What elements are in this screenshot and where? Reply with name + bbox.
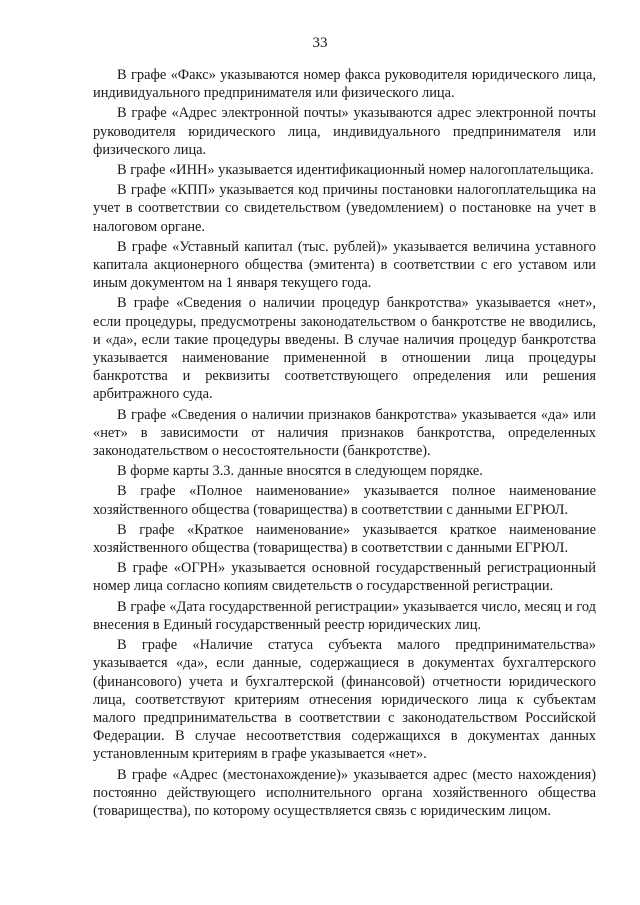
paragraph-ogrn: В графе «ОГРН» указывается основной государственный регистрационный номер лица согласно копиям свидетельств о государственной регистрации.: [93, 560, 596, 595]
paragraph-inn: В графе «ИНН» указывается идентификационный номер налогоплательщика.: [117, 162, 594, 179]
paragraph-full-name: В графе «Полное наименование» указывается полное наименование хозяйственного общества (товарищества) в соответствии с данными ЕГРЮЛ.: [93, 483, 596, 518]
paragraph-registration-date: В графе «Дата государственной регистрации» указывается число, месяц и год внесения в Единый государственный реестр юридических лиц.: [93, 598, 596, 633]
paragraph-email: В графе «Адрес электронной почты» указываются адрес электронной почты руководителя юридического лица, индивидуального предпринимателя или физического лица.: [93, 105, 596, 158]
paragraph-address: В графе «Адрес (местонахождение)» указывается адрес (место нахождения) постоянно действующего исполнительного органа хозяйственного общества (товарищества), по которому осуществляется связь с юридическим лицом.: [93, 766, 596, 819]
paragraph-bankruptcy-procedures: В графе «Сведения о наличии процедур банкротства» указывается «нет», если процедуры, предусмотрены законодательством о банкротстве не вводились, и «да», если такие процедуры введены. В случае наличия процедур банкротства указывается наименование примененной в отношении лица процедуры банкротства и реквизиты соответствующего определения или решения арбитражного суда.: [93, 295, 596, 403]
paragraph-kpp: В графе «КПП» указывается код причины постановки налогоплательщика на учет в соответствии со свидетельством (уведомлением) о постановке на учет в налоговом органе.: [93, 182, 596, 235]
page-number: 33: [312, 35, 328, 51]
paragraph-authorized-capital: В графе «Уставный капитал (тыс. рублей)» указывается величина уставного капитала акционерного общества (эмитента) в соответствии с его уставом или иным документом на 1 января текущего года.: [93, 238, 596, 292]
paragraph-bankruptcy-signs: В графе «Сведения о наличии признаков банкротства» указывается «да» или «нет» в зависимости от наличия признаков банкротства, определенных законодательством о несостоятельности (банкротстве).: [93, 406, 596, 460]
paragraph-short-name: В графе «Краткое наименование» указывается краткое наименование хозяйственного общества (товарищества) в соответствии с данными ЕГРЮЛ.: [93, 521, 596, 557]
paragraph-fax: В графе «Факс» указываются номер факса руководителя юридического лица, индивидуального предпринимателя или физического лица.: [93, 67, 596, 102]
paragraph-small-business-status: В графе «Наличие статуса субъекта малого предпринимательства» указывается «да», если данные, содержащиеся в документах бухгалтерского (финансового) учета и бухгалтерской (финансовой) отчетности юридического лица, соответствуют критериям отнесения юридического лица к субъектам малого предпринимательства в соответствии с законодательством Российской Федерации. В случае несоответствия содержащихся в документах данных установленным критериям в графе указывается «нет».: [93, 637, 596, 763]
body-text: [93, 66, 596, 820]
paragraph-card-3-3-intro: В форме карты 3.3. данные вносятся в следующем порядке.: [117, 463, 483, 480]
